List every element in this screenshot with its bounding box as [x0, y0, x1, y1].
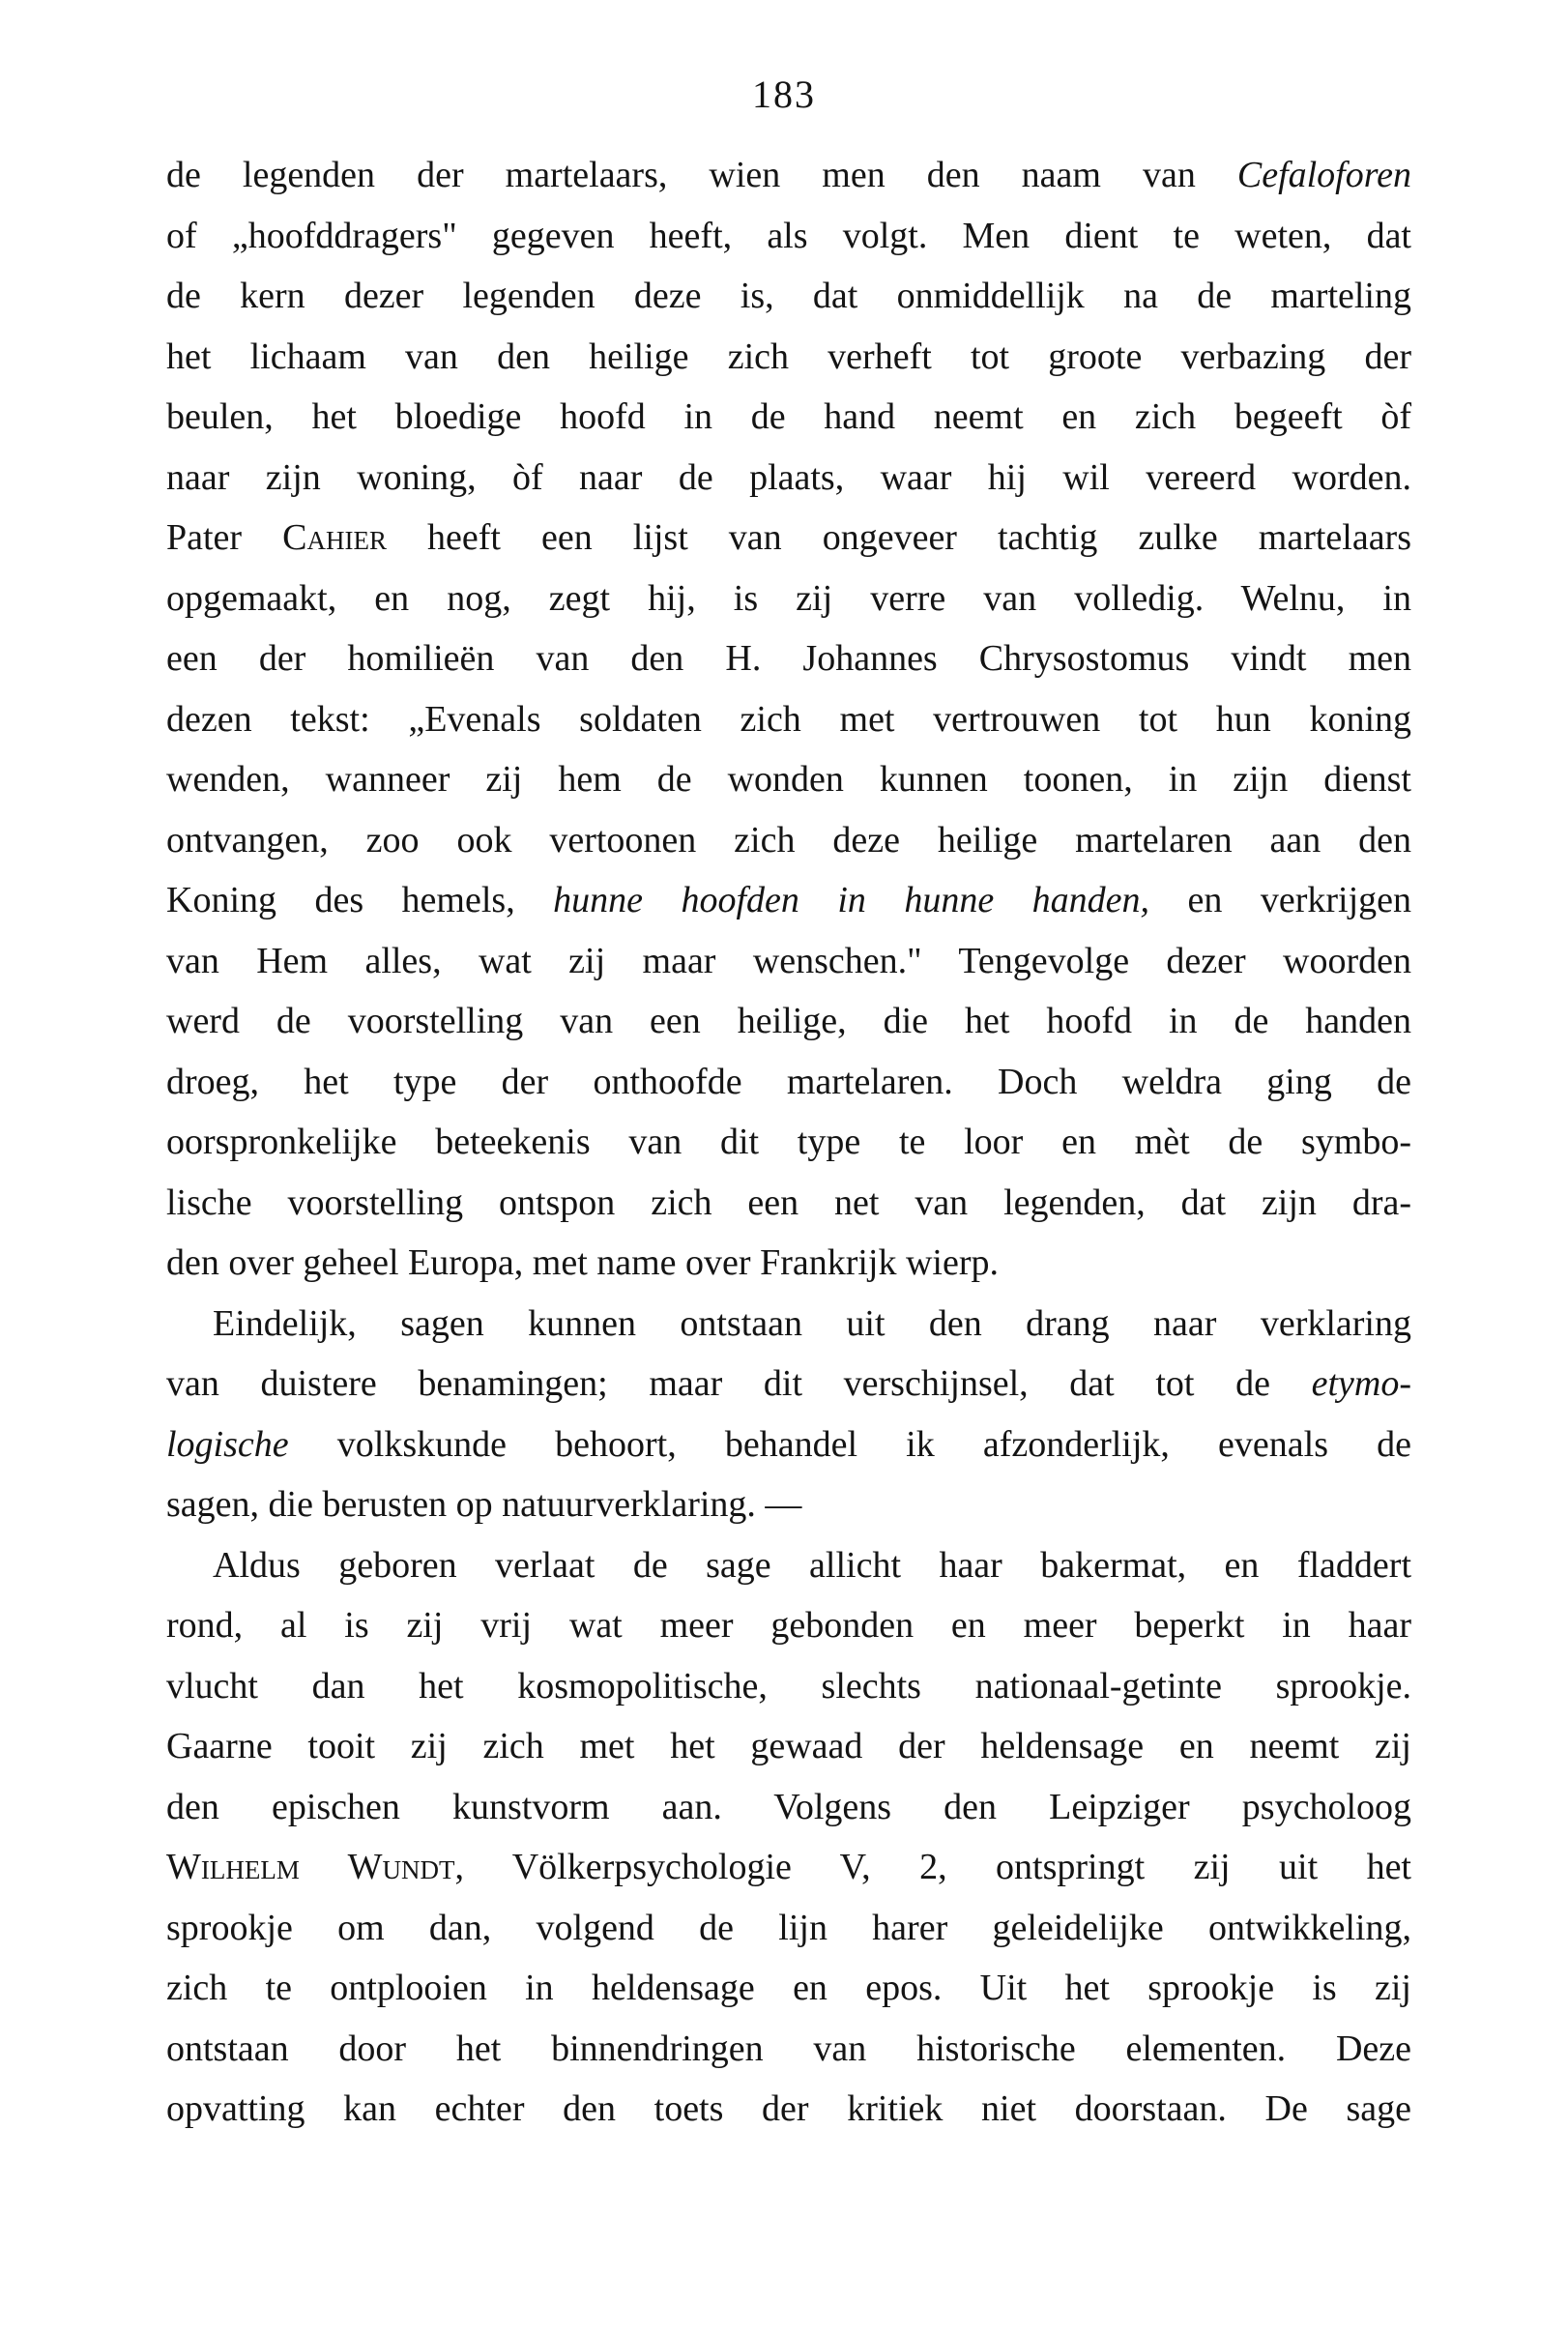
text-line: vlucht dan het kosmopolitische, slechts nationaal-getinte sprookje.: [166, 1665, 1411, 1707]
text-line: droeg, het type der onthoofde martelaren. Doch weldra ging de: [166, 1061, 1411, 1102]
italic-term: logische: [166, 1423, 289, 1465]
text-line: lische voorstelling ontspon zich een net van legenden, dat zijn dra-: [166, 1182, 1411, 1223]
text-line: Koning des hemels, hunne hoofden in hunne handen, en verkrijgen: [166, 880, 1411, 920]
author-name: Wilhelm Wundt: [166, 1847, 455, 1887]
text-line: de legenden der martelaars, wien men den naam van Cefaloforen: [166, 155, 1411, 195]
author-name: Cahier: [282, 517, 387, 558]
text-line: het lichaam van den heilige zich verheft tot groote verbazing der: [166, 336, 1411, 377]
text-line: de kern dezer legenden deze is, dat onmiddellijk na de marteling: [166, 276, 1411, 316]
text-line: logische volkskunde behoort, behandel ik afzonderlijk, evenals de: [166, 1423, 1411, 1465]
paragraph-wundt: [166, 1535, 1411, 2140]
text-line: een der homilieën van den H. Johannes Chrysostomus vindt men: [166, 638, 1411, 679]
paragraph-cephalophores: [166, 145, 1411, 1294]
text-line: ontstaan door het binnendringen van historische elementen. Deze: [166, 2028, 1411, 2069]
text-line: dezen tekst: „Evenals soldaten zich met vertrouwen tot hun koning: [166, 698, 1411, 740]
text-line: rond, al is zij vrij wat meer gebonden en meer beperkt in haar: [166, 1605, 1411, 1646]
text-line: werd de voorstelling van een heilige, die het hoofd in de handen: [166, 1001, 1411, 1041]
text-line: wenden, wanneer zij hem de wonden kunnen toonen, in zijn dienst: [166, 759, 1411, 800]
paragraph-etymology: [166, 1294, 1411, 1535]
text-line: den epischen kunstvorm aan. Volgens den Leipziger psycholoog: [166, 1786, 1411, 1827]
text-line: ontvangen, zoo ook vertoonen zich deze heilige martelaren aan den: [166, 819, 1411, 861]
text-line: naar zijn woning, òf naar de plaats, waar hij wil vereerd worden.: [166, 456, 1411, 498]
text-line: zich te ontplooien in heldensage en epos. Uit het sprookje is zij: [166, 1968, 1411, 2008]
text-line: oorspronkelijke beteekenis van dit type te loor en mèt de symbo-: [166, 1122, 1411, 1162]
text-line: Pater Cahier heeft een lijst van ongeveer tachtig zulke martelaars: [166, 517, 1411, 558]
italic-term: Cefaloforen: [1236, 155, 1411, 195]
italic-quote: hunne hoofden in hunne handen,: [553, 880, 1150, 920]
text-line: van Hem alles, wat zij maar wenschen." Tengevolge dezer woorden: [166, 940, 1411, 981]
text-line: of „hoofddragers" gegeven heeft, als volgt. Men dient te weten, dat: [166, 215, 1411, 256]
text-line: sprookje om dan, volgend de lijn harer geleidelijke ontwikkeling,: [166, 1907, 1411, 1948]
page-number: 183: [752, 73, 816, 116]
text-line: sagen, die berusten op natuurverklaring. —: [166, 1484, 802, 1525]
text-line: opvatting kan echter den toets der kritiek niet doorstaan. De sage: [166, 2088, 1411, 2129]
text-line: den over geheel Europa, met name over Frankrijk wierp.: [166, 1242, 1000, 1283]
text-line: beulen, het bloedige hoofd in de hand neemt en zich begeeft òf: [166, 396, 1411, 437]
text-line: Eindelijk, sagen kunnen ontstaan uit den drang naar verklaring: [213, 1302, 1411, 1344]
text-line: Gaarne tooit zij zich met het gewaad der heldensage en neemt zij: [166, 1726, 1411, 1766]
italic-term: etymo-: [1311, 1363, 1411, 1404]
text-line: Aldus geboren verlaat de sage allicht haar bakermat, en fladdert: [213, 1544, 1411, 1586]
body-text: [166, 145, 1411, 2140]
text-line: Wilhelm Wundt, Völkerpsychologie V, 2, ontspringt zij uit het: [166, 1847, 1411, 1887]
text-line: opgemaakt, en nog, zegt hij, is zij verre van volledig. Welnu, in: [166, 577, 1411, 619]
text-line: van duistere benamingen; maar dit verschijnsel, dat tot de etymo-: [166, 1363, 1411, 1404]
